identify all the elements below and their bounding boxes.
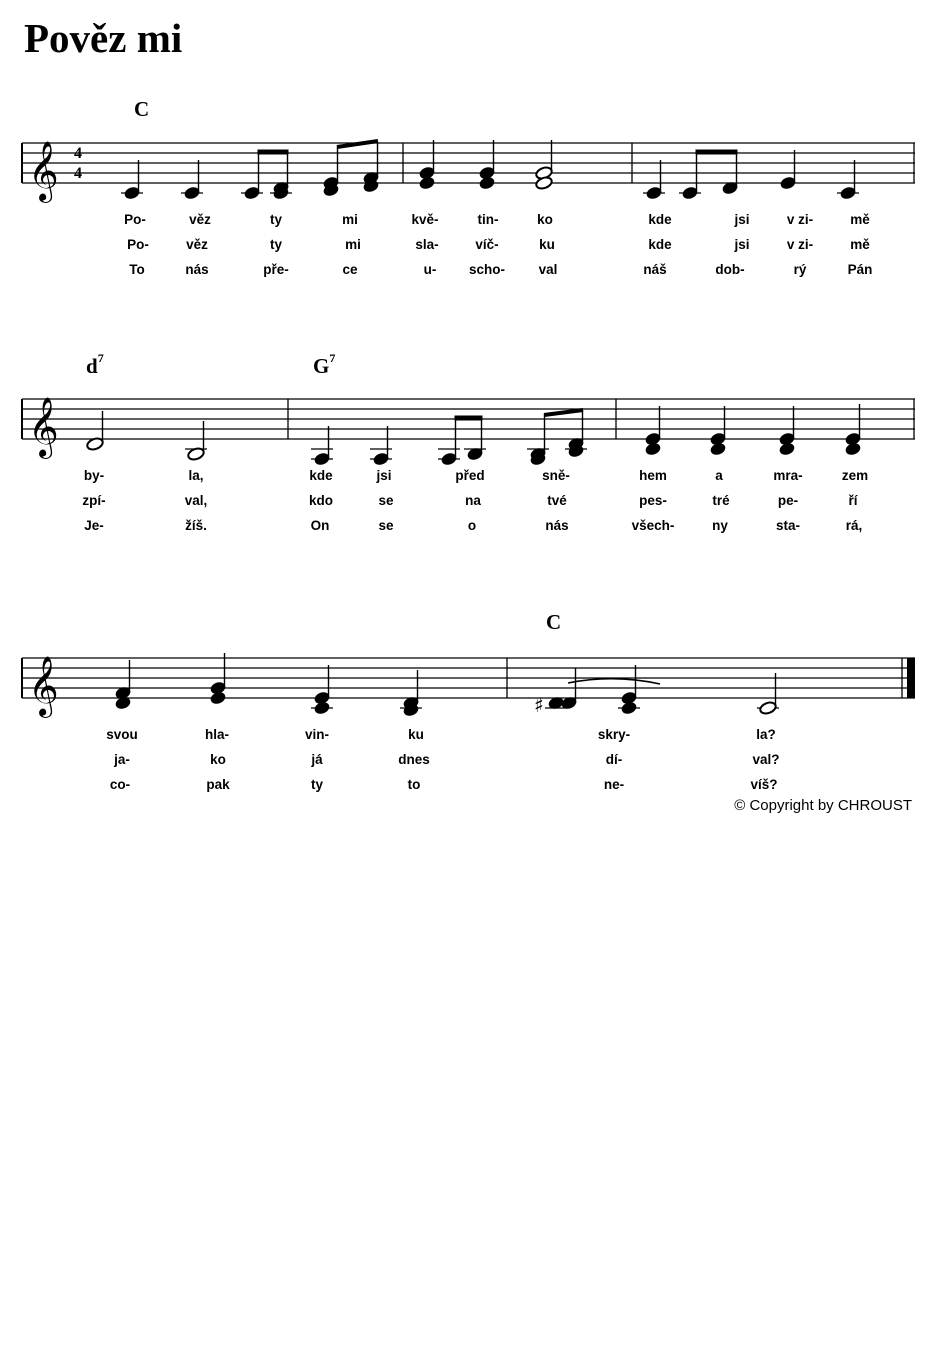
time-signature-bottom: 4 (74, 165, 82, 182)
treble-clef-icon: 𝄞 (28, 397, 59, 457)
lyric-syllable: mi (342, 212, 358, 227)
lyric-syllable: se (378, 493, 394, 508)
lyric-syllable: se (378, 518, 394, 533)
lyric-syllable: kdo (308, 493, 334, 508)
lyric-syllable: v zi- (786, 237, 814, 252)
lyric-syllable: jsi (734, 212, 750, 227)
lyric-syllable: kvě- (411, 212, 439, 227)
song-title: Pověz mi (24, 15, 183, 61)
lyric-syllable: v zi- (786, 212, 814, 227)
note (210, 691, 227, 705)
lyric-syllable: rý (793, 262, 807, 277)
lyric-syllable: sta- (775, 518, 801, 533)
lyric-syllable: to (407, 777, 421, 792)
time-signature-top: 4 (74, 145, 82, 162)
chord-symbol: $d^7$ (86, 351, 104, 378)
note (314, 701, 331, 715)
note (621, 701, 638, 715)
chord-symbol: C (546, 610, 562, 634)
lyric-syllable: On (310, 518, 330, 533)
lyric-syllable: zem (841, 468, 869, 483)
lyric-syllable: dnes (398, 752, 430, 767)
lyric-syllable: mě (850, 237, 870, 252)
lyric-syllable: Pán (847, 262, 873, 277)
lyric-syllable: dí- (605, 752, 623, 767)
lyric-syllable: val (538, 262, 558, 277)
lyric-syllable: kde (648, 237, 672, 252)
chord-symbol: C (134, 97, 150, 121)
lyric-syllable: tré (712, 493, 730, 508)
lyric-syllable: věz (186, 237, 208, 252)
lyric-syllable: víš? (750, 777, 778, 792)
lyric-syllable: ko (537, 212, 553, 227)
lyric-syllable: skry- (597, 727, 631, 742)
lyric-syllable: la, (188, 468, 204, 483)
lyric-syllable: jsi (734, 237, 750, 252)
lyric-syllable: mě (850, 212, 870, 227)
treble-clef-icon: 𝄞 (28, 656, 59, 716)
lyric-syllable: a (715, 468, 723, 483)
lyric-syllable: pře- (263, 262, 289, 277)
lyric-syllable: ko (210, 752, 226, 767)
lyric-syllable: Je- (84, 518, 104, 533)
lyric-syllable: ny (712, 518, 728, 533)
lyric-syllable: ku (408, 727, 424, 742)
lyric-syllable: Po- (127, 237, 149, 252)
lyric-syllable: všech- (631, 518, 675, 533)
lyric-syllable: sla- (415, 237, 439, 252)
lyric-syllable: Po- (124, 212, 146, 227)
lyric-syllable: tvé (547, 493, 567, 508)
note (759, 701, 777, 716)
lyric-syllable: tin- (477, 212, 499, 227)
lyric-syllable: ří (848, 493, 858, 508)
lyric-syllable: náš (643, 262, 667, 277)
lyric-syllable: věz (189, 212, 211, 227)
lyric-syllable: víč- (475, 237, 499, 252)
lyric-syllable: ku (539, 237, 555, 252)
sharp-icon: ♯ (534, 693, 544, 717)
lyric-syllable: pes- (639, 493, 667, 508)
lyric-syllable: kde (309, 468, 333, 483)
chord-symbol: $G^7$ (313, 351, 336, 378)
lyric-syllable: sně- (542, 468, 570, 483)
lyric-syllable: hem (639, 468, 667, 483)
lyric-syllable: jsi (376, 468, 392, 483)
lyric-syllable: u- (423, 262, 437, 277)
lyric-syllable: ne- (603, 777, 625, 792)
lyric-syllable: pak (206, 777, 230, 792)
lyric-syllable: já (311, 752, 323, 767)
lyric-syllable: ty (310, 777, 324, 792)
lyric-syllable: co- (109, 777, 131, 792)
lyric-syllable: ty (269, 212, 283, 227)
lyric-syllable: hla- (204, 727, 230, 742)
lyric-syllable: ja- (114, 752, 130, 767)
lyric-syllable: na (465, 493, 481, 508)
lyric-syllable: žíš. (185, 518, 207, 533)
lyric-syllable: zpí- (82, 493, 106, 508)
lyric-syllable: rá, (845, 518, 863, 533)
lyric-syllable: kde (648, 212, 672, 227)
lyric-syllable: vin- (304, 727, 330, 742)
lyric-syllable: nás (185, 262, 209, 277)
lyric-syllable: la? (756, 727, 776, 742)
lyric-syllable: svou (106, 727, 138, 742)
copyright-notice: © Copyright by CHROUST (734, 797, 912, 814)
lyric-syllable: To (129, 262, 145, 277)
lyric-syllable: mra- (773, 468, 803, 483)
lyric-syllable: val? (752, 752, 780, 767)
lyric-syllable: val, (184, 493, 208, 508)
lyric-syllable: mi (345, 237, 361, 252)
lyric-syllable: ty (269, 237, 283, 252)
lyric-syllable: o (467, 518, 477, 533)
lyric-syllable: by- (83, 468, 105, 483)
lyric-syllable: před (455, 468, 485, 483)
lyric-syllable: nás (545, 518, 569, 533)
lyric-syllable: scho- (468, 262, 506, 277)
lyric-syllable: pe- (777, 493, 799, 508)
lyric-syllable: ce (342, 262, 358, 277)
lyric-syllable: dob- (715, 262, 745, 277)
treble-clef-icon: 𝄞 (28, 141, 59, 201)
